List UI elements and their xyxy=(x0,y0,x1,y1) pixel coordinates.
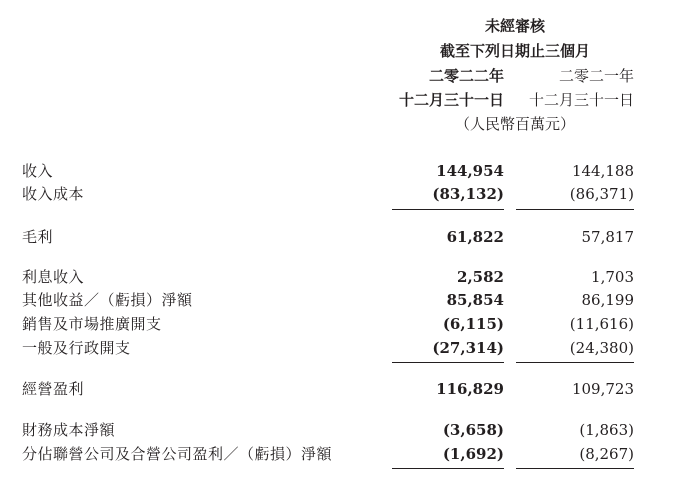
subtotal-rule xyxy=(516,468,634,469)
row-value-current: 144,954 xyxy=(436,162,504,180)
header-year-current: 二零二二年 xyxy=(428,67,504,85)
row-value-current: (3,658) xyxy=(442,421,504,439)
row-value-prior: 1,703 xyxy=(591,268,634,286)
subtotal-rule xyxy=(516,209,634,210)
row-value-current: (27,314) xyxy=(432,339,504,357)
row-value-prior: 144,188 xyxy=(571,162,634,180)
row-label: 其他收益／（虧損）淨額 xyxy=(22,291,193,309)
row-value-prior: 109,723 xyxy=(571,380,634,398)
table-row xyxy=(0,419,690,441)
row-value-current: 61,822 xyxy=(446,228,504,246)
subtotal-rule xyxy=(392,209,504,210)
row-value-prior: (11,616) xyxy=(569,315,634,333)
table-row xyxy=(0,443,690,465)
table-row xyxy=(0,289,690,311)
row-label: 毛利 xyxy=(22,228,54,246)
table-row xyxy=(0,226,690,248)
header-unit: （人民幣百萬元） xyxy=(454,115,575,133)
row-value-prior: 86,199 xyxy=(581,291,634,309)
row-value-prior: (86,371) xyxy=(569,185,634,203)
row-value-current: (1,692) xyxy=(442,445,504,463)
table-row xyxy=(0,160,690,182)
table-row xyxy=(0,378,690,400)
row-value-current: 116,829 xyxy=(436,380,504,398)
row-value-current: 2,582 xyxy=(457,268,504,286)
row-value-prior: (24,380) xyxy=(569,339,634,357)
row-label: 一般及行政開支 xyxy=(22,339,131,357)
row-label: 銷售及市場推廣開支 xyxy=(22,315,162,333)
row-value-prior: 57,817 xyxy=(581,228,634,246)
table-row xyxy=(0,266,690,288)
header-date-prior: 十二月三十一日 xyxy=(528,91,634,109)
row-label: 收入 xyxy=(22,162,54,180)
row-label: 分佔聯營公司及合營公司盈利／（虧損）淨額 xyxy=(22,445,333,463)
subtotal-rule xyxy=(392,362,504,363)
header-audit-status: 未經審核 xyxy=(484,17,545,35)
table-row xyxy=(0,337,690,359)
row-label: 經營盈利 xyxy=(22,380,85,398)
subtotal-rule xyxy=(516,362,634,363)
row-label: 利息收入 xyxy=(22,268,85,286)
row-label: 財務成本淨額 xyxy=(22,421,116,439)
header-date-current: 十二月三十一日 xyxy=(398,91,504,109)
header-year-prior: 二零二一年 xyxy=(558,67,634,85)
row-label: 收入成本 xyxy=(22,185,85,203)
row-value-prior: (1,863) xyxy=(579,421,634,439)
table-row xyxy=(0,183,690,205)
row-value-prior: (8,267) xyxy=(579,445,634,463)
row-value-current: 85,854 xyxy=(446,291,504,309)
table-row xyxy=(0,313,690,335)
row-value-current: (83,132) xyxy=(432,185,504,203)
row-value-current: (6,115) xyxy=(442,315,504,333)
subtotal-rule xyxy=(392,468,504,469)
header-period: 截至下列日期止三個月 xyxy=(439,42,590,60)
